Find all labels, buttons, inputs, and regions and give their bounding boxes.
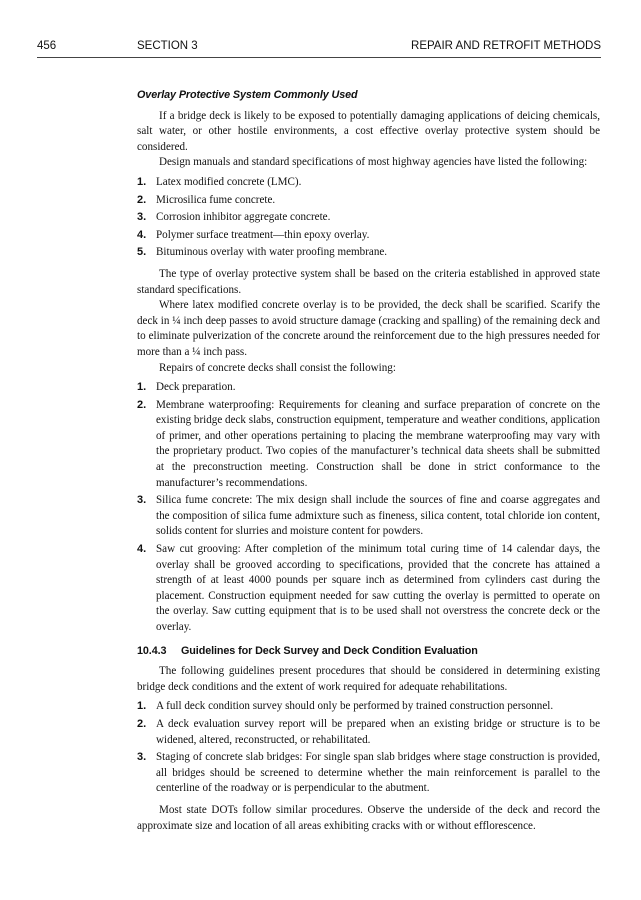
list-number: 1. [137, 700, 147, 713]
list-number: 3. [137, 211, 147, 224]
section-label: SECTION 3 [137, 40, 198, 52]
list-number: 2. [137, 193, 147, 206]
paragraph: Repairs of concrete decks shall consist the following: [159, 361, 396, 374]
list-item [137, 380, 600, 396]
list-item [137, 245, 600, 261]
list-number: 1. [137, 381, 147, 394]
list-number: 2. [137, 717, 147, 730]
paragraph: If a bridge deck is likely to be exposed to potentially damaging applications of deicing chemicals, salt water, or other hostile environments, a cost effective overlay protective system should be considered. [137, 109, 600, 153]
list-item [137, 493, 600, 540]
list-item [137, 228, 600, 244]
list-text: Latex modified concrete (LMC). [156, 175, 302, 188]
list-text: Staging of concrete slab bridges: For single span slab bridges where stage construction is provided, all bridges should be screened to determine whether the main reinforcement is parallel to the centerline of the roadway or is perpendicular to the abutment. [156, 751, 600, 795]
list-text: Bituminous overlay with water proofing membrane. [156, 246, 388, 259]
list-text: Silica fume concrete: The mix design shall include the sources of fine and coarse aggregates and the composition of silica fume admixture such as fineness, silica content, total chloride ion content, solids content for slurries and moisture content for powders. [156, 494, 600, 538]
deck-repairs-list [137, 380, 600, 636]
subsection-heading: Overlay Protective System Commonly Used [137, 89, 358, 101]
list-number: 3. [137, 494, 147, 507]
list-number: 1. [137, 175, 147, 188]
running-header [37, 40, 601, 56]
list-number: 5. [137, 246, 147, 259]
paragraph: Where latex modified concrete overlay is to be provided, the deck shall be scarified. Scarify the deck in ¼ inch deep passes to avoid structure damage (cracking and spalling) of the remaining deck and to eliminate pulverization of the concrete around the reinforcement due to the high pressures needed for more than a ¼ inch pass. [137, 299, 600, 358]
section-heading [137, 644, 600, 660]
list-item [137, 210, 600, 226]
list-item [137, 717, 600, 748]
list-text: Corrosion inhibitor aggregate concrete. [156, 211, 331, 224]
section-title: Guidelines for Deck Survey and Deck Condition Evaluation [181, 644, 478, 657]
header-rule [37, 57, 601, 58]
list-text: A full deck condition survey should only be performed by trained construction personnel. [156, 700, 554, 713]
deck-survey-list [137, 699, 600, 797]
section-number: 10.4.3 [137, 644, 167, 657]
list-item [137, 542, 600, 636]
page-body [137, 88, 600, 834]
list-item [137, 175, 600, 191]
list-item [137, 193, 600, 209]
list-text: Saw cut grooving: After completion of the minimum total curing time of 14 calendar days, the overlay shall be grooved according to specifications, provided that the concrete has attained a strength of at least 4000 pounds per square inch as determined from cylinders cast during the placement. Construction equipment needed for saw cutting the overlay is permitted to operate on the overlay. Saw cutting equipment that is to be used shall not overstress the concrete deck or the overlay. [156, 543, 600, 633]
list-text: Polymer surface treatment—thin epoxy overlay. [156, 228, 370, 241]
list-number: 4. [137, 543, 147, 556]
list-text: Deck preparation. [156, 381, 236, 394]
paragraph: Most state DOTs follow similar procedures. Observe the underside of the deck and record the approximate size and location of all areas exhibiting cracks with or without efflorescence. [137, 803, 600, 832]
page-number: 456 [37, 40, 57, 52]
paragraph: Design manuals and standard specifications of most highway agencies have listed the following: [159, 156, 588, 169]
list-number: 3. [137, 751, 147, 764]
list-item [137, 398, 600, 492]
list-text: Membrane waterproofing: Requirements for cleaning and surface preparation of concrete on the existing bridge deck slabs, construction equipment, temperature and weather conditions, application of primer, and other operations pertaining to placing the membrane waterproofing may vary with the proprietary product. Two copies of the manufacturer’s technical data sheets shall be submitted at the preconstruction meeting. Construction shall be done in strict conformance to the manufacturer’s recommendations. [156, 398, 600, 489]
list-text: A deck evaluation survey report will be prepared when an existing bridge or structure is to be widened, altered, reconstructed, or rehabilitated. [156, 717, 600, 746]
paragraph: The following guidelines present procedures that should be considered in determining existing bridge deck conditions and the extent of work required for adequate rehabilitations. [137, 665, 600, 693]
overlay-types-list [137, 175, 600, 261]
list-item [137, 699, 600, 715]
list-text: Microsilica fume concrete. [156, 193, 276, 206]
chapter-title: REPAIR AND RETROFIT METHODS [411, 40, 601, 52]
list-item [137, 750, 600, 797]
paragraph: The type of overlay protective system shall be based on the criteria established in approved state standard specifications. [137, 267, 600, 296]
list-number: 2. [137, 398, 147, 411]
list-number: 4. [137, 228, 147, 241]
